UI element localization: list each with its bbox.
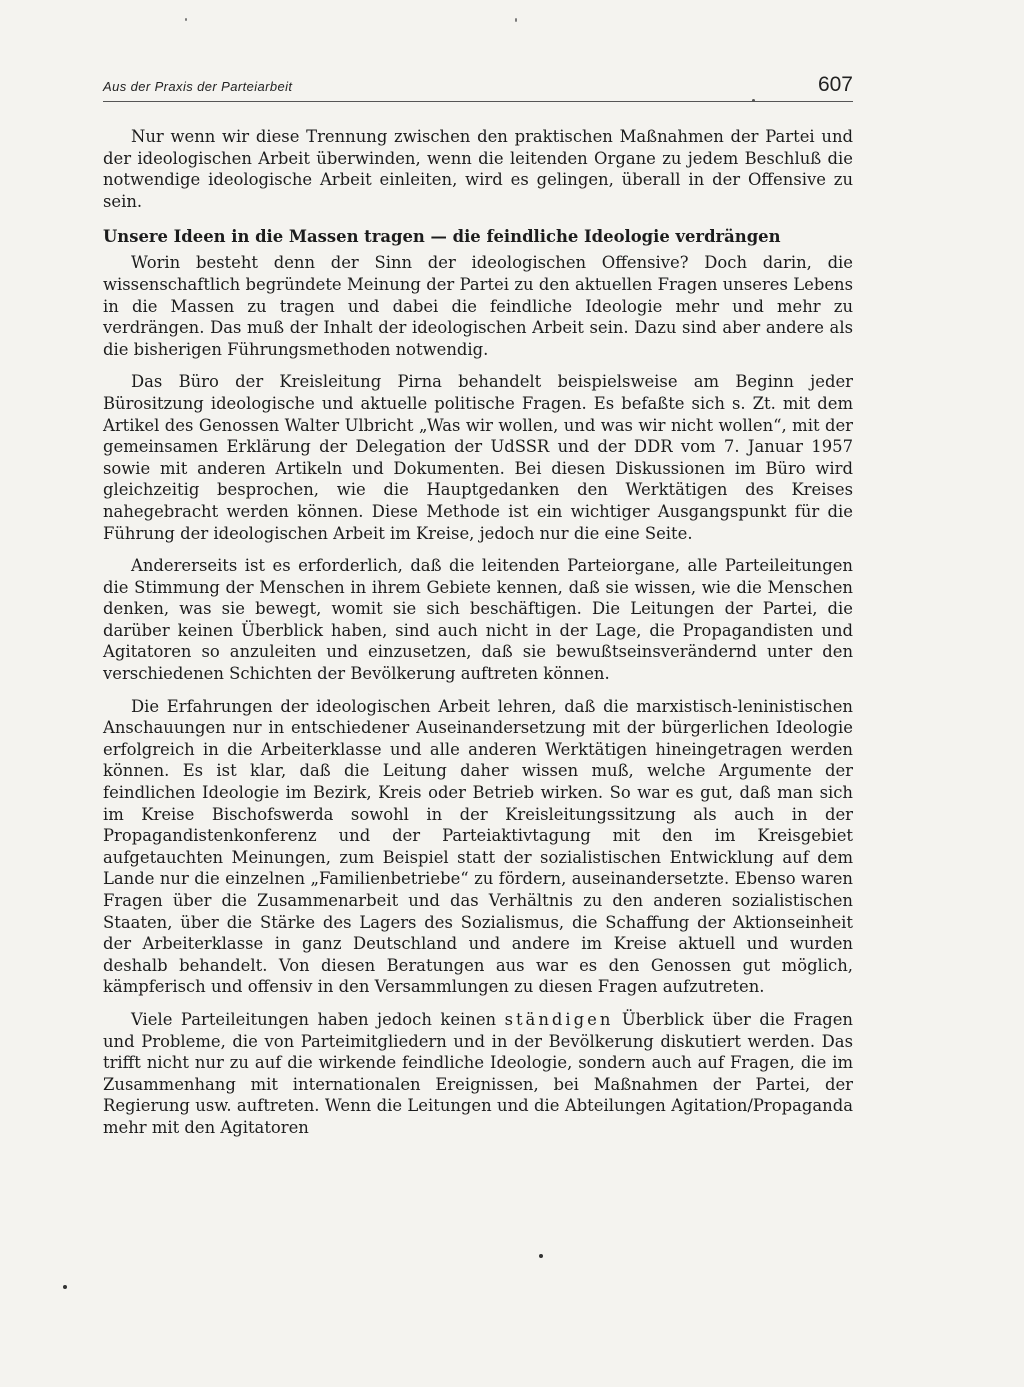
paragraph-1: Nur wenn wir diese Trennung zwischen den praktischen Maßnahmen der Partei und der ideologischen Arbeit überwinden, wenn die leitenden Organe zu jedem Beschluß die notwendige ideologische Arbeit einleiten, wird es gelingen, überall in der Offensive zu sein.	[103, 127, 853, 211]
body-text	[103, 126, 853, 1150]
paragraph-2: Worin besteht denn der Sinn der ideologischen Offensive? Doch darin, die wissenschaftlich begründete Meinung der Partei zu den aktuellen Fragen unseres Lebens in die Massen zu tragen und dabei die feindliche Ideologie mehr und mehr zu verdrängen. Das muß der Inhalt der ideologischen Arbeit sein. Dazu sind aber andere als die bisherigen Führungsmethoden notwendig.	[103, 253, 853, 359]
print-speck	[539, 1254, 543, 1258]
paragraph-3: Das Büro der Kreisleitung Pirna behandelt beispielsweise am Beginn jeder Bürositzung ideologische und aktuelle politische Fragen. Es befaßte sich s. Zt. mit dem Artikel des Genossen Walter Ulbricht „Was wir wollen, und was wir nicht wollen“, mit der gemeinsamen Erklärung der Delegation der UdSSR und der DDR vom 7. Januar 1957 sowie mit anderen Artikeln und Dokumenten. Bei diesen Diskussionen im Büro wird gleichzeitig besprochen, wie die Hauptgedanken den Werktätigen des Kreises nahegebracht werden können. Diese Methode ist ein wichtiger Ausgangspunkt für die Führung der ideologischen Arbeit im Kreise, jedoch nur die eine Seite.	[103, 372, 853, 543]
page-number: 607	[817, 73, 853, 96]
emphasized-word: ständigen	[504, 1009, 614, 1029]
paragraph-6-start: Viele Parteileitungen haben jedoch keinen	[131, 1009, 505, 1029]
running-title: Aus der Praxis der Parteiarbeit	[103, 79, 293, 94]
print-speck	[63, 1285, 67, 1289]
section-heading: Unsere Ideen in die Massen tragen — die feindliche Ideologie verdrängen	[103, 227, 781, 247]
print-speck	[752, 99, 755, 102]
paragraph-6-end: Überblick über die Fragen und Probleme, die von Parteimitgliedern und in der Bevölkerung diskutiert werden. Das trifft nicht nur zu auf die wirkende feindliche Ideologie, sondern auch auf Fragen, die im Zusammenhang mit internationalen Ereignissen, bei Maßnahmen der Partei, der Regierung usw. auftreten. Wenn die Leitungen und die Abteilungen Agitation/Propaganda mehr mit den Agitatoren	[103, 1009, 853, 1137]
header-rule	[103, 101, 853, 102]
paragraph-5: Die Erfahrungen der ideologischen Arbeit lehren, daß die marxistisch-leninistischen Anschauungen nur in entschiedener Auseinandersetzung mit der bürgerlichen Ideologie erfolgreich in die Arbeiterklasse und alle anderen Werktätigen hineingetragen werden können. Es ist klar, daß die Leitung daher wissen muß, welche Argumente der feindlichen Ideologie im Bezirk, Kreis oder Betrieb wirken. So war es gut, daß man sich im Kreise Bischofswerda sowohl in der Kreisleitungssitzung als auch in der Propagandistenkonferenz und der Parteiaktivtagung mit den im Kreisgebiet aufgetauchten Meinungen, zum Beispiel statt der sozialistischen Entwicklung auf dem Lande nur die einzelnen „Familienbetriebe“ zu fördern, auseinandersetzte. Ebenso waren Fragen über die Zusammenarbeit und das Verhältnis zu den anderen sozialistischen Staaten, über die Stärke des Lagers des Sozialismus, die Schaffung der Aktionseinheit der Arbeiterklasse in ganz Deutschland und andere im Kreise aktuell und wurden deshalb behandelt. Von diesen Beratungen aus war es den Genossen gut möglich, kämpferisch und offensiv in den Versammlungen zu diesen Fragen aufzutreten.	[103, 696, 853, 997]
print-speck	[185, 18, 187, 21]
paragraph-4: Andererseits ist es erforderlich, daß die leitenden Parteiorgane, alle Parteileitungen die Stimmung der Menschen in ihrem Gebiete kennen, daß sie wissen, wie die Menschen denken, was sie bewegt, womit sie sich beschäftigen. Die Leitungen der Partei, die darüber keinen Überblick haben, sind auch nicht in der Lage, die Propagandisten und Agitatoren so anzuleiten und einzusetzen, daß sie bewußtseinsverändernd unter den verschiedenen Schichten der Bevölkerung auftreten können.	[103, 556, 853, 684]
paragraph-6	[103, 1009, 853, 1139]
print-speck	[515, 18, 517, 22]
